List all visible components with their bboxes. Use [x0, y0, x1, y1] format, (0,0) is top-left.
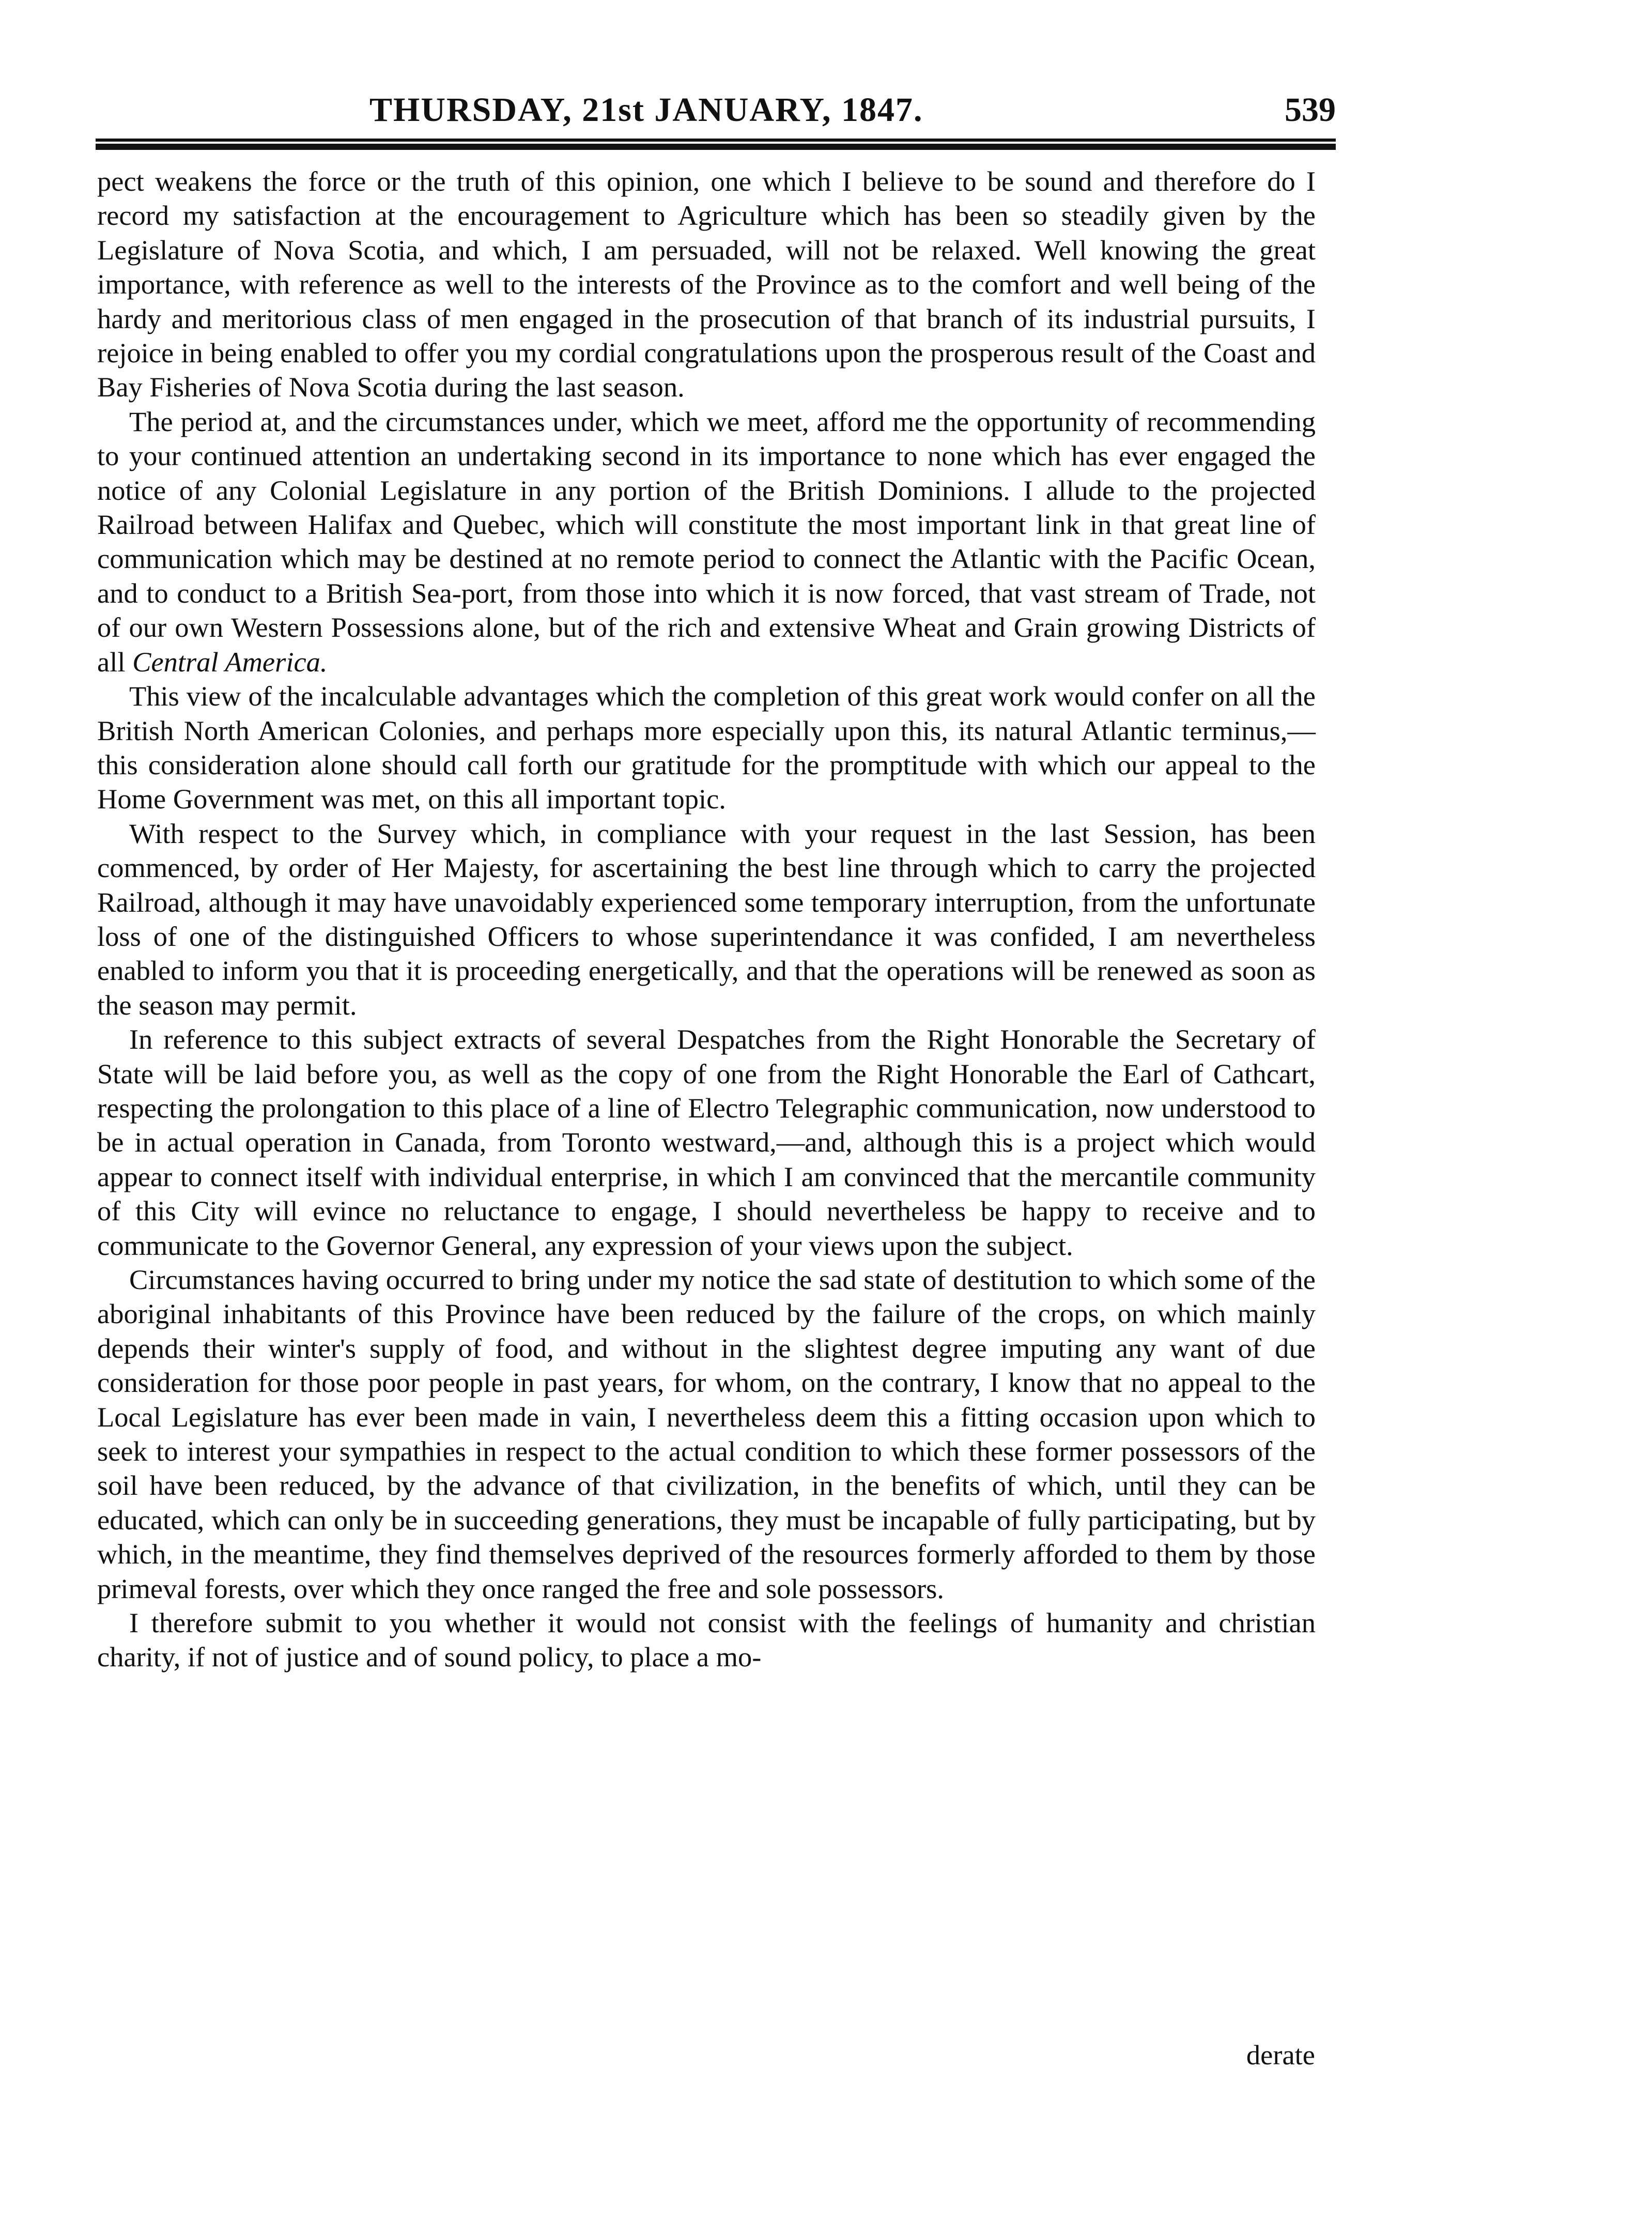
catchword: derate	[1246, 2039, 1315, 2071]
paragraph: This view of the incalculable advantages which the completion of this great work would confer on all the British North American Colonies, and perhaps more especially upon this, its natural Atlantic terminus,—this consideration alone should call forth our gratitude for the promptitude with which our appeal to the Home Government was met, on this all important topic.	[97, 680, 1316, 815]
paragraph: I therefore submit to you whether it would not consist with the feelings of humanity and christian charity, if not of justice and of sound policy, to place a mo-	[97, 1607, 1316, 1673]
italic-place-name: Central America.	[132, 646, 328, 678]
paragraph: With respect to the Survey which, in compliance with your request in the last Session, has been commenced, by order of Her Majesty, for ascertaining the best line through which to carry the projected Railroad, although it may have unavoidably experienced some temporary interruption, from the unfortunate loss of one of the distinguished Officers to whose superintendance it was confided, I am nevertheless enabled to inform you that it is proceeding energetically, and that the operations will be renewed as soon as the season may permit.	[97, 817, 1316, 1021]
running-head: THURSDAY, 21st JANUARY, 1847.	[369, 91, 923, 129]
page-number: 539	[1285, 91, 1336, 129]
paragraph: Circumstances having occurred to bring under my notice the sad state of destitution to which some of the aboriginal inhabitants of this Province have been reduced by the failure of the crops, on which mainly depends their winter's supply of food, and without in the slightest degree imputing any want of due consideration for those poor people in past years, for whom, on the contrary, I know that no appeal to the Local Legislature has ever been made in vain, I nevertheless deem this a fitting occasion upon which to seek to interest your sympathies in respect to the actual condition to which these former possessors of the soil have been reduced, by the advance of that civilization, in the benefits of which, until they can be educated, which can only be in succeeding generations, they must be incapable of fully participating, but by which, in the meantime, they find themselves deprived of the resources formerly afforded to them by those primeval forests, over which they once ranged the free and sole possessors.	[97, 1264, 1316, 1604]
paragraph: The period at, and the circumstances under, which we meet, afford me the opportunity of recommending to your continued attention an undertaking second in its importance to none which has ever engaged the notice of any Colonial Legislature in any portion of the British Dominions. I allude to the projected Railroad between Halifax and Quebec, which will constitute the most important link in that great line of communication which may be destined at no remote period to connect the Atlantic with the Pacific Ocean, and to conduct to a British Sea-port, from those into which it is now forced, that vast stream of Trade, not of our own Western Possessions alone, but of the rich and extensive Wheat and Grain growing Districts of all Central America.	[97, 405, 1316, 678]
paragraph: In reference to this subject extracts of several Despatches from the Right Honorable the Secretary of State will be laid before you, as well as the copy of one from the Right Honorable the Earl of Cathcart, respecting the prolongation to this place of a line of Electro Telegraphic communication, now understood to be in actual operation in Canada, from Toronto westward,—and, although this is a project which would appear to connect itself with individual enterprise, in which I am convinced that the mercantile community of this City will evince no reluctance to engage, I should nevertheless be happy to receive and to communicate to the Governor General, any expression of your views upon the subject.	[97, 1023, 1316, 1261]
header-rule	[96, 139, 1336, 150]
body-text	[97, 164, 1316, 1675]
page-header	[96, 90, 1336, 142]
paragraph: pect weakens the force or the truth of this opinion, one which I believe to be sound and therefore do I record my satisfaction at the encouragement to Agriculture which has been so steadily given by the Legislature of Nova Scotia, and which, I am persuaded, will not be relaxed. Well knowing the great importance, with reference as well to the interests of the Province as to the comfort and well being of the hardy and meritorious class of men engaged in the prosecution of that branch of its industrial pursuits, I rejoice in being enabled to offer you my cordial congratulations upon the prosperous result of the Coast and Bay Fisheries of Nova Scotia during the last season.	[97, 165, 1316, 403]
